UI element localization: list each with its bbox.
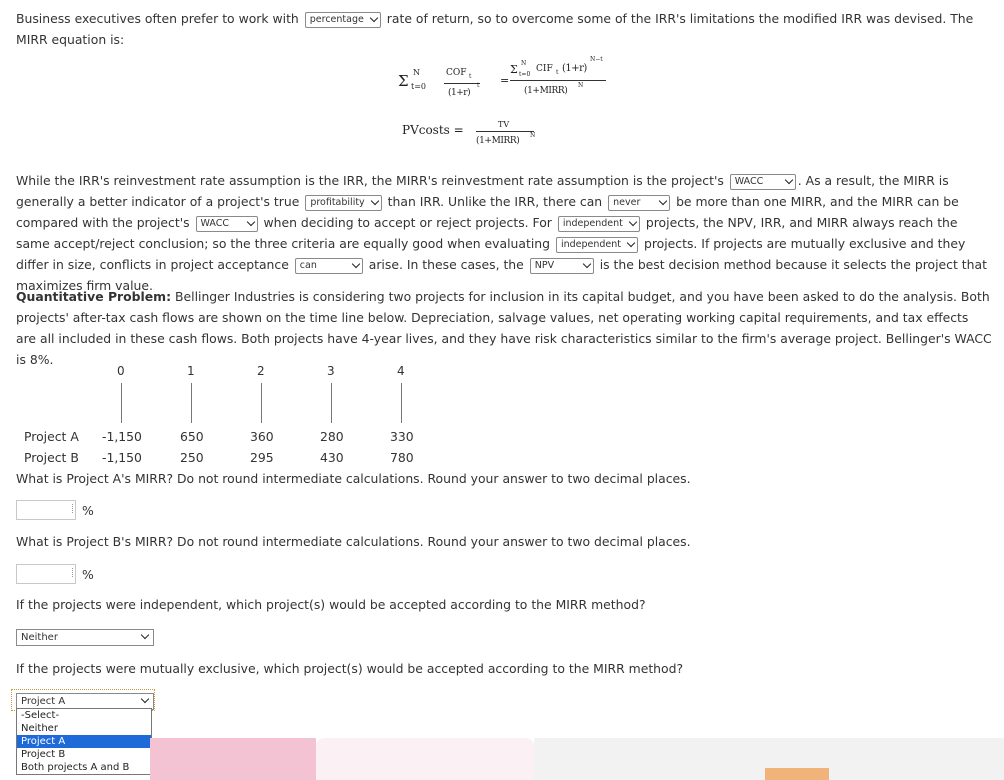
option-both[interactable]: Both projects A and B <box>21 762 130 773</box>
best-method-select[interactable]: NPV <box>530 258 594 274</box>
row-label: Project A <box>24 429 79 444</box>
chevron-down-icon <box>246 217 254 225</box>
question-project-a-mirr: What is Project A's MIRR? Do not round intermediate calculations. Round your answer to two decimal places. <box>16 471 691 486</box>
mirr-count-select[interactable]: never <box>608 195 670 211</box>
chevron-down-icon <box>352 259 360 267</box>
mirr-equation: Σ N t=0 COF t (1+r) t = Σ N t=0 CIF t (1+r) N−t (1+MIRR) N <box>398 58 618 108</box>
sum-symbol: Σ <box>398 72 409 90</box>
conflict-select[interactable]: can <box>295 258 363 274</box>
chevron-down-icon <box>141 695 149 703</box>
cash-flow-value: -1,150 <box>102 450 142 465</box>
timeline-tick <box>121 383 122 423</box>
cash-flow-value: 780 <box>390 450 414 465</box>
timeline-tick <box>331 383 332 423</box>
question-independent: If the projects were independent, which project(s) would be accepted according to the MIRR method? <box>16 597 646 612</box>
period-label: 2 <box>257 364 265 378</box>
chevron-down-icon <box>370 13 378 21</box>
pv-costs-equation: PVcosts = TV (1+MIRR) N <box>402 120 536 146</box>
indicator-select[interactable]: profitability <box>305 195 381 211</box>
reinvestment-rate-select[interactable]: WACC <box>730 174 796 190</box>
timeline-tick <box>261 383 262 423</box>
problem-heading: Quantitative Problem: <box>16 289 172 304</box>
fraction-bar <box>476 131 534 132</box>
chevron-down-icon <box>141 631 149 639</box>
cash-flow-value: -1,150 <box>102 429 142 444</box>
period-label: 3 <box>327 364 335 378</box>
mutually-exclusive-decision-select[interactable]: Project A <box>16 693 154 710</box>
cash-flow-value: 250 <box>180 450 204 465</box>
cash-flow-value: 650 <box>180 429 204 444</box>
fraction-bar <box>444 83 480 84</box>
project-a-mirr-input[interactable] <box>16 500 76 520</box>
period-label: 4 <box>397 364 405 378</box>
problem-paragraph <box>16 286 992 370</box>
cash-flow-value: 295 <box>250 450 274 465</box>
project-type-select[interactable]: independent <box>558 216 640 232</box>
chevron-down-icon <box>370 196 378 204</box>
question-mutually-exclusive: If the projects were mutually exclusive, which project(s) would be accepted according to the MIRR method? <box>16 661 684 676</box>
chevron-down-icon <box>627 238 635 246</box>
pvcosts-label: PVcosts = <box>402 123 464 137</box>
decision-options-list <box>16 708 152 775</box>
cash-flow-value: 280 <box>320 429 344 444</box>
intro-text-2: rate of return, so to overcome some of the IRR's limitations the modified IRR was devised. The <box>386 11 974 26</box>
bottom-light-panel <box>316 738 534 780</box>
chevron-down-icon <box>785 175 793 183</box>
option-project-b[interactable]: Project B <box>21 749 66 760</box>
option-project-a[interactable]: Project A <box>17 735 151 748</box>
cif-label: CIF <box>536 64 553 74</box>
percent-unit: % <box>82 503 94 518</box>
option-neither[interactable]: Neither <box>21 723 58 734</box>
bottom-pink-panel <box>150 738 316 780</box>
independent-decision-select[interactable]: Neither <box>16 629 154 646</box>
evaluation-type-select[interactable]: independent <box>556 237 638 253</box>
intro-text-3: MIRR equation is: <box>16 32 125 47</box>
percent-unit: % <box>82 567 94 582</box>
chevron-down-icon <box>659 196 667 204</box>
row-label: Project B <box>24 450 79 465</box>
intro-text-1: Business executives often prefer to work with <box>16 11 299 26</box>
rate-type-select[interactable]: percentage <box>305 12 381 28</box>
chevron-down-icon <box>629 217 637 225</box>
project-b-mirr-input[interactable] <box>16 564 76 584</box>
chevron-down-icon <box>583 259 591 267</box>
intro-paragraph <box>16 8 992 50</box>
comparison-select[interactable]: WACC <box>196 216 258 232</box>
question-project-b-mirr: What is Project B's MIRR? Do not round intermediate calculations. Round your answer to two decimal places. <box>16 534 691 549</box>
reinvestment-paragraph: While the IRR's reinvestment rate assumption is the IRR, the MIRR's reinvestment rate assumption is the project's WACC . As a result, the MIRR is generally a better indicator of a project's true profitability than IRR. Unlike the IRR, there can never be more than one MIRR, and the MIRR can be compared with the project's WACC when deciding to accept or reject projects. For independent projects, the NPV, IRR, and MIRR always reach the same accept/reject conclusion; so the three criteria are equally good when evaluating independent projects. If projects are mutually exclusive and they differ in size, conflicts in project acceptance can arise. In these cases, the NPV is the best decision method because it selects the project that maximizes firm value. <box>16 173 987 293</box>
period-label: 0 <box>117 364 125 378</box>
timeline-tick <box>191 383 192 423</box>
timeline-tick <box>401 383 402 423</box>
fraction-bar <box>510 80 606 81</box>
cof-label: COF <box>446 68 467 78</box>
bottom-orange-bar <box>765 768 829 780</box>
cash-flow-value: 360 <box>250 429 274 444</box>
option-select[interactable]: -Select- <box>21 710 60 721</box>
problem-text: Bellinger Industries is considering two projects for inclusion in its capital budget, and you have been asked to do the analysis. Both projects' after-tax cash flows are shown on the time line below. Depreciation, salvage values, net operating working capital requirements, and tax effects are all included in these cash flows. Both projects have 4-year lives, and they have risk characteristics similar to the firm's average project. Bellinger's WACC is 8%. <box>16 289 992 367</box>
cash-flow-value: 330 <box>390 429 414 444</box>
cash-flow-value: 430 <box>320 450 344 465</box>
period-label: 1 <box>187 364 195 378</box>
